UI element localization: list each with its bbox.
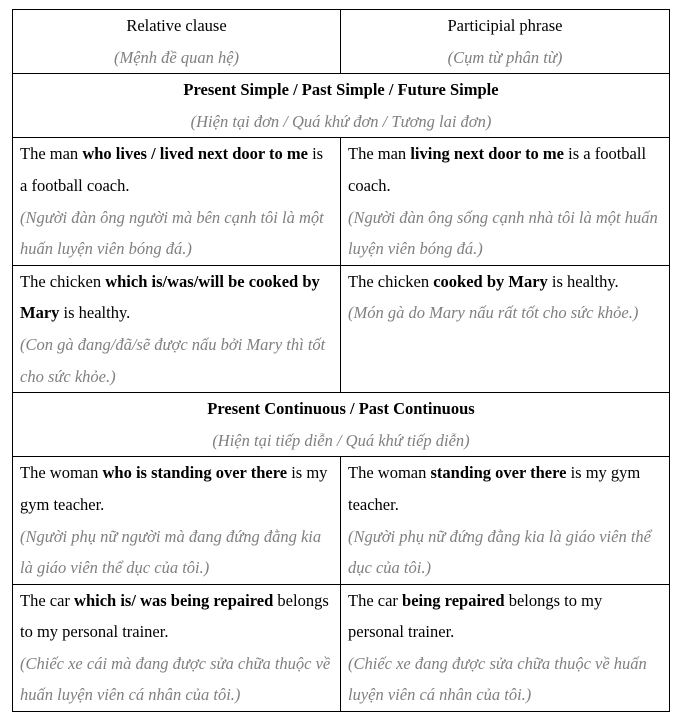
section-heading-row	[13, 74, 670, 138]
header-title: Participial phrase	[447, 16, 563, 35]
section-heading	[13, 393, 670, 457]
relative-clause-example	[13, 138, 341, 265]
example-translation: (Người đàn ông người mà bên cạnh tôi là một huấn luyện viên bóng đá.)	[20, 207, 324, 259]
example-translation: (Con gà đang/đã/sẽ được nấu bởi Mary thì tốt cho sức khỏe.)	[20, 334, 326, 386]
example-text: The chicken cooked by Mary is healthy.	[348, 271, 619, 291]
participial-phrase-example	[341, 138, 670, 265]
example-text: The man who lives / lived next door to me is a football coach.	[20, 144, 324, 195]
example-row	[13, 584, 670, 711]
section-title: Present Simple / Past Simple / Future Simple	[183, 80, 499, 100]
example-text: The woman standing over there is my gym teacher.	[348, 463, 641, 514]
example-text: The man living next door to me is a football coach.	[348, 144, 647, 195]
relative-clause-example	[13, 584, 341, 711]
section-title: Present Continuous / Past Continuous	[207, 399, 475, 419]
example-translation: (Món gà do Mary nấu rất tốt cho sức khỏe.)	[348, 303, 639, 323]
participial-phrase-example	[341, 457, 670, 584]
example-text: The woman who is standing over there is my gym teacher.	[20, 463, 328, 514]
example-row	[13, 457, 670, 584]
example-translation: (Người phụ nữ người mà đang đứng đằng kia là giáo viên thể dục của tôi.)	[20, 526, 322, 578]
header-title: Relative clause	[126, 16, 227, 35]
participial-phrase-example	[341, 265, 670, 392]
example-text: The car being repaired belongs to my personal trainer.	[348, 590, 603, 642]
section-translation: (Hiện tại đơn / Quá khứ đơn / Tương lai đơn)	[190, 111, 492, 131]
header-translation: (Mệnh đề quan hệ)	[113, 47, 240, 67]
relative-clause-table	[12, 9, 670, 712]
section-translation: (Hiện tại tiếp diễn / Quá khứ tiếp diễn)	[212, 430, 470, 450]
header-row	[13, 10, 670, 74]
header-relative-clause	[13, 10, 341, 74]
header-translation: (Cụm từ phân từ)	[447, 47, 563, 67]
header-participial-phrase	[341, 10, 670, 74]
example-row	[13, 265, 670, 392]
example-translation: (Chiếc xe cái mà đang được sửa chữa thuộc về huấn luyện viên cá nhân của tôi.)	[20, 653, 331, 705]
example-text: The chicken which is/was/will be cooked by Mary is healthy.	[20, 271, 320, 323]
example-translation: (Chiếc xe đang được sửa chữa thuộc về huấn luyện viên cá nhân của tôi.)	[348, 653, 647, 705]
participial-phrase-example	[341, 584, 670, 711]
relative-clause-example	[13, 457, 341, 584]
section-heading-row	[13, 393, 670, 457]
example-row	[13, 138, 670, 265]
relative-clause-example	[13, 265, 341, 392]
example-translation: (Người phụ nữ đứng đằng kia là giáo viên thể dục của tôi.)	[348, 526, 651, 578]
section-heading	[13, 74, 670, 138]
example-translation: (Người đàn ông sống cạnh nhà tôi là một huấn luyện viên bóng đá.)	[348, 207, 658, 259]
example-text: The car which is/ was being repaired belongs to my personal trainer.	[20, 590, 329, 642]
